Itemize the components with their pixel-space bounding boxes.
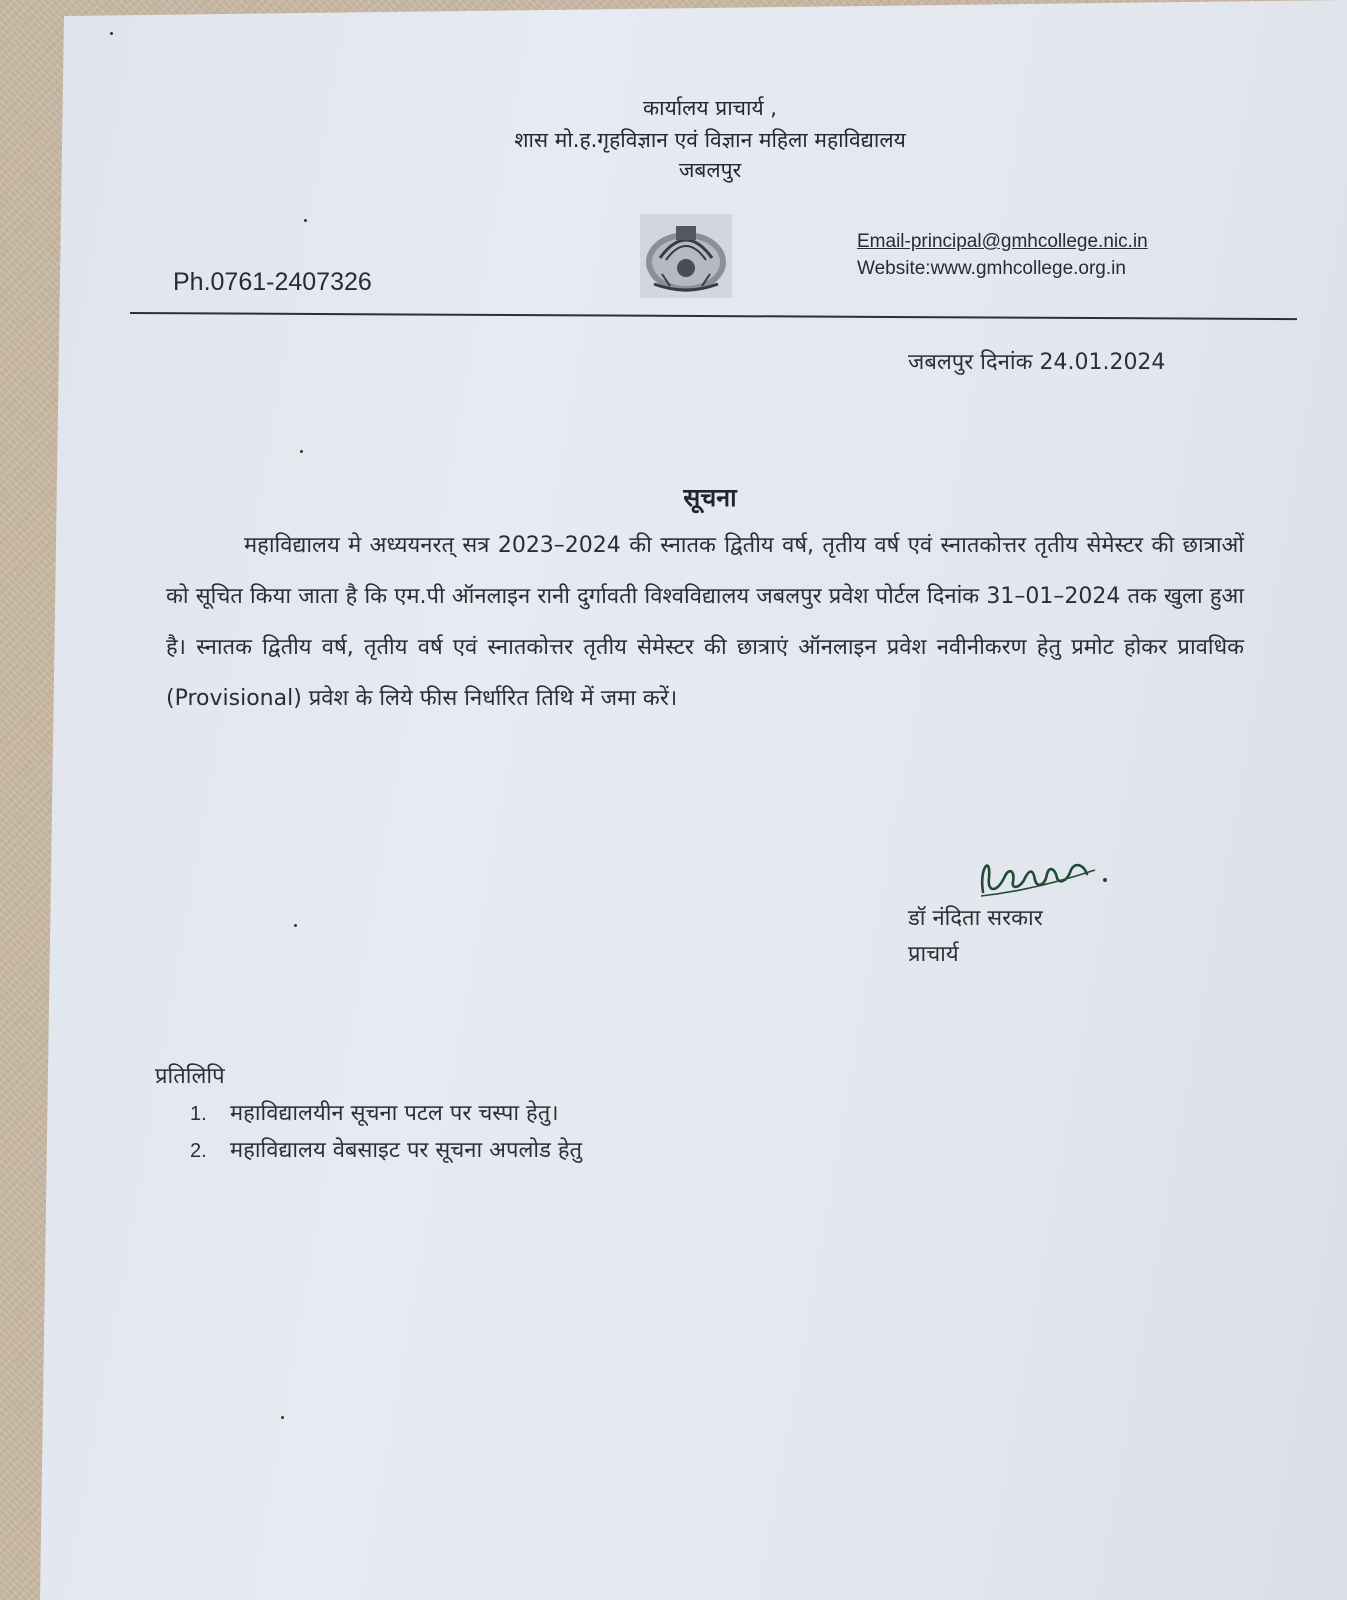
website-link[interactable]: Website:www.gmhcollege.org.in (857, 258, 1126, 279)
college-city: जबलपुर (678, 158, 742, 182)
signature-mark (975, 848, 1115, 904)
state-emblem-seal-icon (640, 214, 732, 298)
signatory-name: डॉ नंदिता सरकार (908, 906, 1043, 931)
paper-speck (110, 32, 113, 35)
phone-number: Ph.0761-2407326 (173, 268, 372, 296)
copy-item (190, 1097, 559, 1127)
paper-speck (300, 450, 303, 453)
college-name: शास मो.ह.गृहविज्ञान एवं विज्ञान महिला महाविद्यालय (514, 128, 906, 152)
notice-body: महाविद्यालय मे अध्ययनरत् सत्र 2023–2024 की स्नातक द्वितीय वर्ष, तृतीय वर्ष एवं स्नातकोत्तर तृतीय सेमेस्टर की छात्राओं को सूचित किया जाता है कि एम.पी ऑनलाइन रानी दुर्गावती विश्वविद्यालय जबलपुर प्रवेश पोर्टल दिनांक 31–01–2024 तक खुला हुआ है। स्नातक द्वितीय वर्ष, तृतीय वर्ष एवं स्नातकोत्तर तृतीय सेमेस्टर की छात्राएं ऑनलाइन प्रवेश नवीनीकरण हेतु प्रमोट होकर प्रावधिक (Provisional) प्रवेश के लिये फीस निर्धारित तिथि में जमा करें। (166, 533, 1244, 711)
copy-label: प्रतिलिपि (155, 1064, 225, 1089)
copy-item (190, 1134, 582, 1164)
notice-title: सूचना (683, 483, 737, 512)
copy-item-text: महाविद्यालय वेबसाइट पर सूचना अपलोड हेतु (230, 1138, 583, 1163)
paper-speck (304, 219, 307, 222)
email-link[interactable]: Email-principal@gmhcollege.nic.in (857, 231, 1148, 252)
copy-item-number: 1. (190, 1103, 207, 1125)
office-heading: कार्यालय प्राचार्य , (643, 96, 777, 120)
copy-item-text: महाविद्यालयीन सूचना पटल पर चस्पा हेतु। (230, 1101, 559, 1126)
signatory-designation: प्राचार्य (908, 942, 959, 967)
paper-speck (281, 1416, 284, 1419)
date-line: जबलपुर दिनांक 24.01.2024 (908, 350, 1166, 375)
paper-speck (294, 924, 297, 927)
copy-item-number: 2. (190, 1140, 207, 1162)
